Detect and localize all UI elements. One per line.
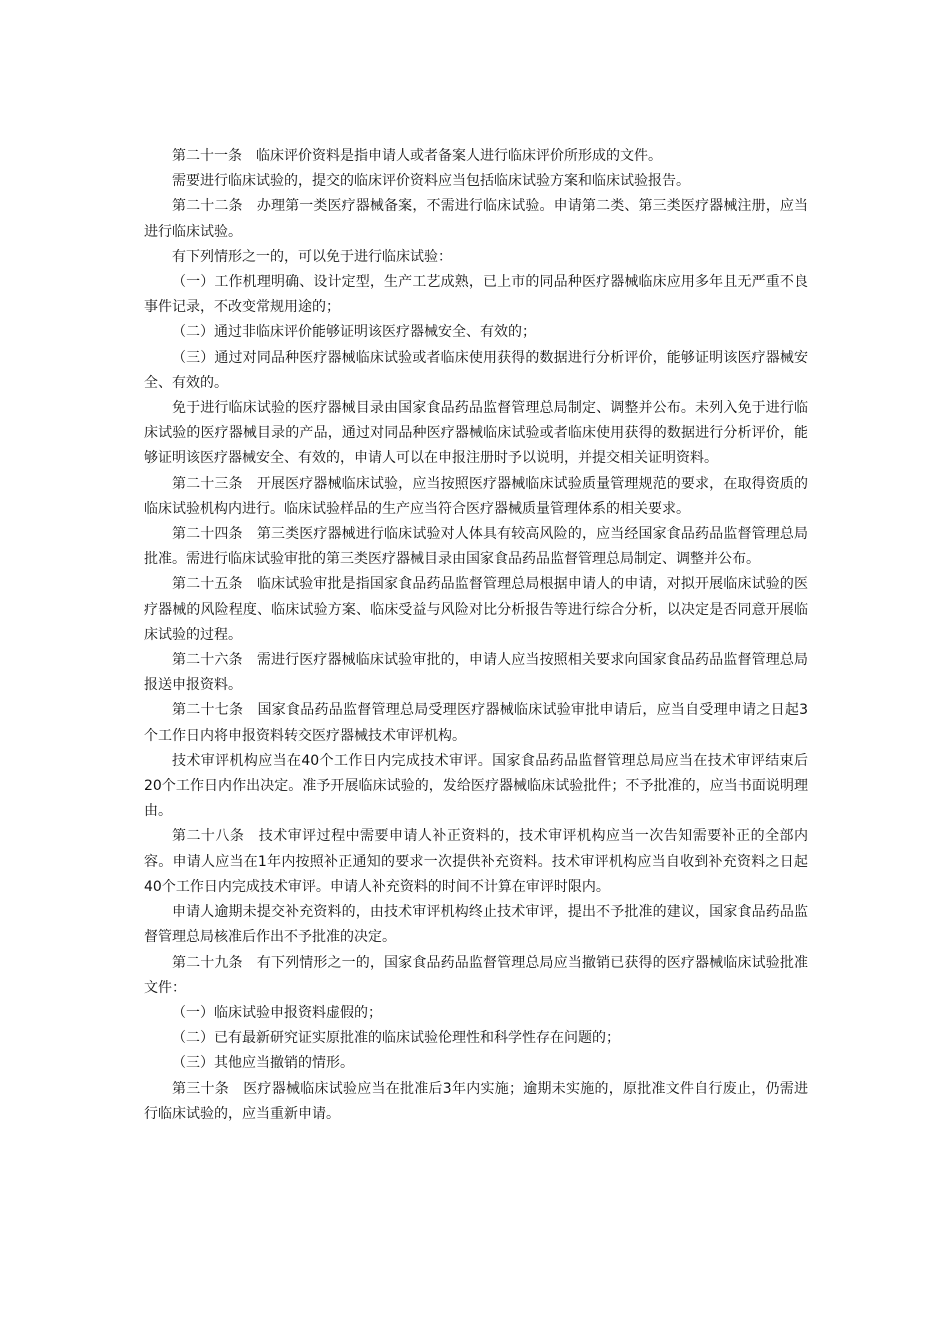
article-21-clause-2: 需要进行临床试验的，提交的临床评价资料应当包括临床试验方案和临床试验报告。 bbox=[172, 173, 690, 190]
revocation-item-1: （一）临床试验申报资料虚假的； bbox=[172, 1004, 382, 1021]
article-26-paragraph: 第二十六条 需进行医疗器械临床试验审批的，申请人应当按照相关要求向国家食品药品监督管理总局报送申报资料。 bbox=[144, 652, 808, 694]
article-27-review-paragraph: 技术审评机构应当在40个工作日内完成技术审评。国家食品药品监督管理总局应当在技术审评结束后20个工作日内作出决定。准予开展临床试验的，发给医疗器械临床试验批件；不予批准的，应当书面说明理由。 bbox=[144, 752, 808, 820]
article-28-overdue-paragraph: 申请人逾期未提交补充资料的，由技术审评机构终止技术审评，提出不予批准的建议，国家食品药品监督管理总局核准后作出不予批准的决定。 bbox=[144, 904, 808, 946]
article-23-paragraph: 第二十三条 开展医疗器械临床试验，应当按照医疗器械临床试验质量管理规范的要求，在取得资质的临床试验机构内进行。临床试验样品的生产应当符合医疗器械质量管理体系的相关要求。 bbox=[144, 475, 808, 517]
revocation-item-2: （二）已有最新研究证实原批准的临床试验伦理性和科学性存在问题的； bbox=[172, 1030, 620, 1047]
article-25-paragraph: 第二十五条 临床试验审批是指国家食品药品监督管理总局根据申请人的申请，对拟开展临床试验的医疗器械的风险程度、临床试验方案、临床受益与风险对比分析报告等进行综合分析，以决定是否同意开展临床试验的过程。 bbox=[144, 576, 808, 643]
article-30-paragraph: 第三十条 医疗器械临床试验应当在批准后3年内实施；逾期未实施的，原批准文件自行废止，仍需进行临床试验的，应当重新申请。 bbox=[144, 1080, 808, 1122]
article-22-paragraph: 第二十二条 办理第一类医疗器械备案，不需进行临床试验。申请第二类、第三类医疗器械注册，应当进行临床试验。 bbox=[144, 198, 808, 240]
exemption-catalog-paragraph: 免于进行临床试验的医疗器械目录由国家食品药品监督管理总局制定、调整并公布。未列入免于进行临床试验的医疗器械目录的产品，通过对同品种医疗器械临床试验或者临床使用获得的数据进行分析评价，能够证明该医疗器械安全、有效的，申请人可以在申报注册时予以说明，并提交相关证明资料。 bbox=[144, 400, 808, 467]
exemption-item-3: （三）通过对同品种医疗器械临床试验或者临床使用获得的数据进行分析评价，能够证明该医疗器械安全、有效的。 bbox=[144, 349, 808, 391]
article-22-exemption-intro: 有下列情形之一的，可以免于进行临床试验： bbox=[172, 248, 452, 265]
document-body bbox=[144, 144, 808, 1127]
article-24-paragraph: 第二十四条 第三类医疗器械进行临床试验对人体具有较高风险的，应当经国家食品药品监督管理总局批准。需进行临床试验审批的第三类医疗器械目录由国家食品药品监督管理总局制定、调整并公布。 bbox=[144, 526, 808, 568]
exemption-item-1: （一）工作机理明确、设计定型，生产工艺成熟，已上市的同品种医疗器械临床应用多年且无严重不良事件记录，不改变常规用途的； bbox=[144, 274, 808, 316]
article-28-paragraph: 第二十八条 技术审评过程中需要申请人补正资料的，技术审评机构应当一次告知需要补正的全部内容。申请人应当在1年内按照补正通知的要求一次提供补充资料。技术审评机构应当自收到补充资料之日起40个工作日内完成技术审评。申请人补充资料的时间不计算在审评时限内。 bbox=[144, 828, 808, 895]
article-27-paragraph: 第二十七条 国家食品药品监督管理总局受理医疗器械临床试验审批申请后，应当自受理申请之日起3个工作日内将申报资料转交医疗器械技术审评机构。 bbox=[144, 702, 808, 744]
article-29-paragraph: 第二十九条 有下列情形之一的，国家食品药品监督管理总局应当撤销已获得的医疗器械临床试验批准文件： bbox=[144, 954, 808, 996]
article-21-paragraph: 第二十一条 临床评价资料是指申请人或者备案人进行临床评价所形成的文件。 bbox=[172, 148, 662, 164]
exemption-item-2: （二）通过非临床评价能够证明该医疗器械安全、有效的； bbox=[172, 324, 536, 341]
revocation-item-3: （三）其他应当撤销的情形。 bbox=[172, 1055, 354, 1072]
